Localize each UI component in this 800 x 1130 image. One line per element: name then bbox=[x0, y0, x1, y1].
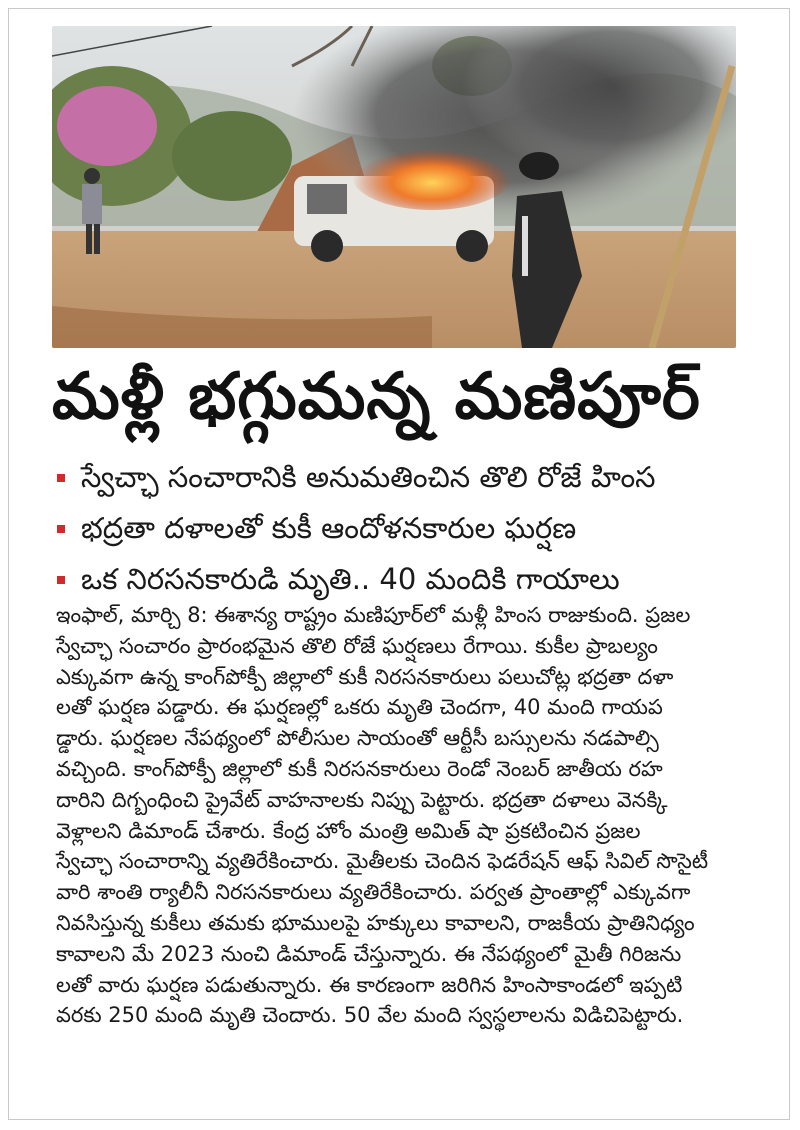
body-line: వరకు 250 మంది మృతి చెందారు. 50 వేల మంది స్వస్థలాలను విడిచిపెట్టారు. bbox=[56, 1003, 684, 1028]
bullet-text: భద్రతా దళాలతో కుకీ ఆందోళనకారుల ఘర్షణ bbox=[81, 511, 577, 545]
red-bullet-icon bbox=[57, 525, 65, 533]
body-line: కావాలని మే 2023 నుంచి డిమాండ్ చేస్తున్నారు. ఈ నేపథ్యంలో మైతీ గిరిజను bbox=[56, 941, 682, 966]
body-line: దారిని దిగ్బంధించి ప్రైవేట్ వాహనాలకు నిప్పు పెట్టారు. భద్రతా దళాలు వెనక్కి bbox=[56, 787, 668, 812]
body-line: ఇంఫాల్, మార్చి 8: ఈశాన్య రాష్ట్రం మణిపూర్‌లో మళ్లీ హింస రాజుకుంది. ప్రజల bbox=[56, 603, 691, 627]
body-line: స్వేచ్ఛా సంచారం ప్రారంభమైన తొలి రోజే ఘర్షణలు రేగాయి. కుకీల ప్రాబల్యం bbox=[56, 633, 658, 658]
body-line: డ్డారు. ఘర్షణల నేపథ్యంలో పోలీసుల సాయంతో ఆర్టీసీ బస్సులను నడపాల్సి bbox=[56, 726, 659, 751]
body-line: లతో ఘర్షణ పడ్డారు. ఈ ఘర్షణల్లో ఒకరు మృతి చెందగా, 40 మంది గాయప bbox=[56, 695, 663, 720]
body-line: వారి శాంతి ర్యాలీనీ నిరసనకారులు వ్యతిరేకించారు. పర్వత ప్రాంతాల్లో ఎక్కువగా bbox=[56, 880, 691, 905]
red-bullet-icon bbox=[57, 576, 65, 584]
body-line: నివసిస్తున్న కుకీలు తమకు భూములపై హక్కులు కావాలని, రాజకీయ ప్రాతినిధ్యం bbox=[56, 910, 695, 935]
body-line: వచ్చింది. కాంగ్‌పోక్పీ జిల్లాలో కుకీ నిరసనకారులు రెండో నెంబర్ జాతీయ రహ bbox=[56, 756, 663, 781]
bullet-text: స్వేచ్ఛా సంచారానికి అనుమతించిన తొలి రోజే హింస bbox=[81, 460, 656, 494]
bullet-item bbox=[55, 452, 745, 503]
news-photo bbox=[52, 26, 736, 348]
bullet-item bbox=[55, 554, 745, 605]
body-line: స్వేచ్ఛా సంచారాన్ని వ్యతిరేకించారు. మైతీలకు చెందిన ఫెడరేషన్ ఆఫ్ సివిల్ సొసైటీ bbox=[56, 849, 709, 874]
body-line: ఎక్కువగా ఉన్న కాంగ్‌పోక్పీ జిల్లాలో కుకీ నిరసనకారులు పలుచోట్ల భద్రతా దళా bbox=[56, 664, 674, 689]
red-bullet-icon bbox=[57, 474, 65, 482]
body-line: వెళ్లాలని డిమాండ్ చేశారు. కేంద్ర హోం మంత్రి అమిత్ షా ప్రకటించిన ప్రజల bbox=[56, 818, 641, 843]
headline: మళ్లీ భగ్గుమన్న మణిపూర్ bbox=[52, 360, 701, 434]
burning-vehicle-photo bbox=[52, 26, 736, 348]
subheadline-bullets bbox=[55, 452, 745, 605]
article-body bbox=[56, 600, 746, 1031]
bullet-item bbox=[55, 503, 745, 554]
bullet-text: ఒక నిరసనకారుడి మృతి.. 40 మందికి గాయాలు bbox=[81, 562, 620, 596]
body-line: లతో వారు ఘర్షణ పడుతున్నారు. ఈ కారణంగా జరిగిన హింసాకాండలో ఇప్పటి bbox=[56, 972, 683, 997]
